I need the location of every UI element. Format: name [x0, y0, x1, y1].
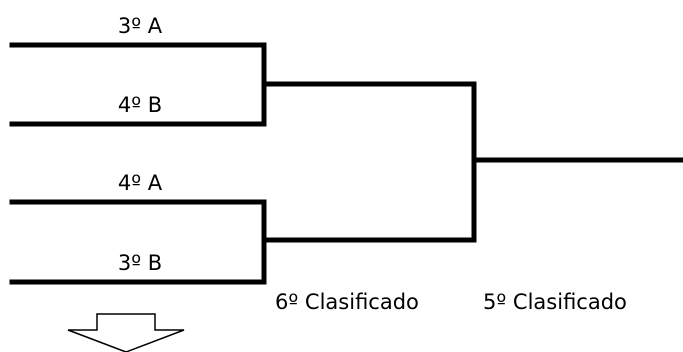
final-match	[474, 84, 683, 240]
slot-label-1: 3º A	[117, 14, 163, 38]
down-arrow-icon	[68, 314, 184, 352]
slot-label-3: 4º A	[117, 171, 163, 195]
winner-label: 5º Clasificado	[483, 290, 627, 314]
match-2	[12, 202, 474, 282]
slot-label-4: 3º B	[117, 251, 163, 275]
loser-label: 6º Clasificado	[275, 290, 419, 314]
match-1	[12, 45, 474, 124]
slot-label-2: 4º B	[117, 93, 163, 117]
